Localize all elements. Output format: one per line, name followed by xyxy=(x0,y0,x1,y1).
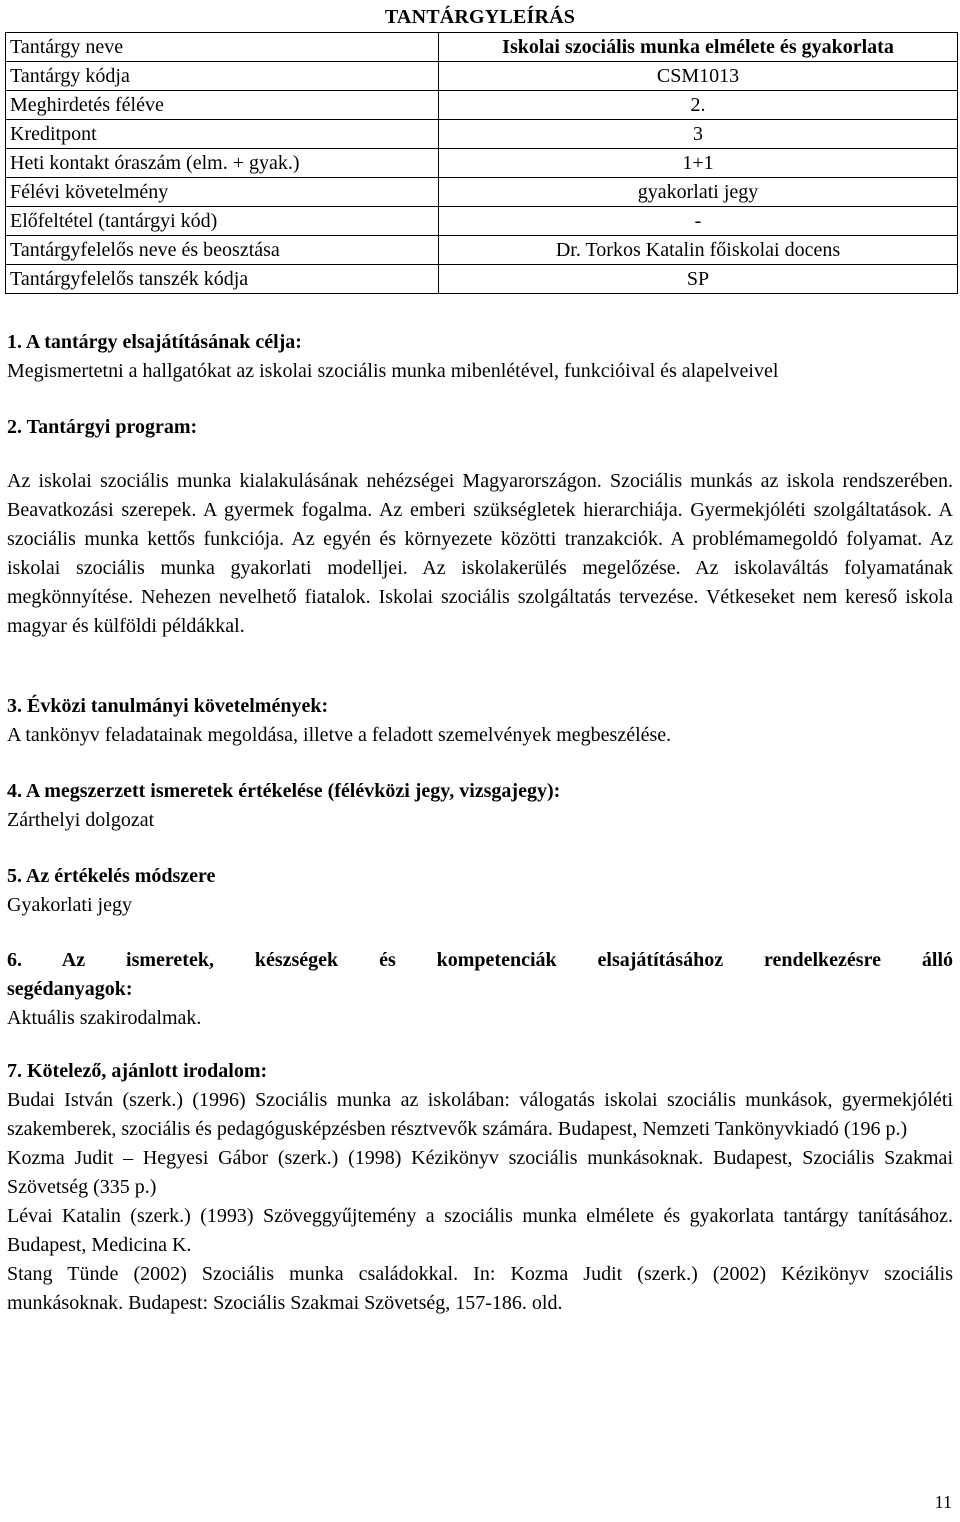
document-title: TANTÁRGYLEÍRÁS xyxy=(384,6,576,28)
reference-item: Kozma Judit – Hegyesi Gábor (szerk.) (1998) Kézikönyv szociális munkásoknak. Budapest, Szociális Szakmai Szövetség (335 p.) xyxy=(7,1147,953,1198)
section-1 xyxy=(7,328,953,386)
section-5 xyxy=(7,862,953,920)
table-row xyxy=(6,236,958,265)
table-row xyxy=(6,149,958,178)
course-info-table xyxy=(5,32,958,294)
row-value: Iskolai szociális munka elmélete és gyakorlata xyxy=(439,33,958,62)
section-heading: 7. Kötelező, ajánlott irodalom: xyxy=(7,1060,268,1082)
section-body: Aktuális szakirodalmak. xyxy=(7,1007,202,1029)
row-value: 1+1 xyxy=(439,149,958,178)
row-label: Heti kontakt óraszám (elm. + gyak.) xyxy=(6,149,439,178)
section-6 xyxy=(7,946,953,1033)
row-label: Tantárgy kódja xyxy=(6,62,439,91)
section-heading: 1. A tantárgy elsajátításának célja: xyxy=(7,331,302,353)
section-4 xyxy=(7,777,953,835)
section-body: Gyakorlati jegy xyxy=(7,894,132,916)
reference-item: Lévai Katalin (szerk.) (1993) Szöveggyűjtemény a szociális munka elmélete és gyakorlata tantárgy tanításához. Budapest, Medicina K. xyxy=(7,1205,953,1256)
reference-item: Budai István (szerk.) (1996) Szociális munka az iskolában: válogatás iskolai szociális munkások, gyermekjóléti szakemberek, szociális és pedagógusképzésben résztvevők számára. Budapest, Nemzeti Tankönyvkiadó (196 p.) xyxy=(7,1089,953,1140)
table-row xyxy=(6,91,958,120)
section-heading: 6. Az ismeretek, készségek és kompetenciák elsajátításához rendelkezésre álló xyxy=(7,949,953,971)
row-label: Meghirdetés féléve xyxy=(6,91,439,120)
row-value: - xyxy=(439,207,958,236)
row-value: 3 xyxy=(439,120,958,149)
section-body: Az iskolai szociális munka kialakulásának nehézségei Magyarországon. Szociális munkás az iskola rendszerében. Beavatkozási szerepek. A gyermek fogalma. Az emberi szükségletek hierarchiája. Gyermekjóléti szolgáltatások. A szociális munka kettős funkciója. Az egyén és környezete közötti tranzakciók. A problémamegoldó folyamat. Az iskolai szociális munka gyakorlati modelljei. Az iskolakerülés megelőzése. Az iskolaváltás folyamatának megkönnyítése. Nehezen nevelhető fiatalok. Iskolai szociális szolgáltatás tervezése. Vétkeseket nem kereső iskola magyar és külföldi példákkal. xyxy=(7,470,953,637)
row-value: Dr. Torkos Katalin főiskolai docens xyxy=(439,236,958,265)
row-value: SP xyxy=(439,265,958,294)
reference-item: Stang Tünde (2002) Szociális munka családokkal. In: Kozma Judit (szerk.) (2002) Kézikönyv szociális munkásoknak. Budapest: Szociális Szakmai Szövetség, 157-186. old. xyxy=(7,1263,953,1314)
row-label: Tantárgyfelelős neve és beosztása xyxy=(6,236,439,265)
row-label: Tantárgyfelelős tanszék kódja xyxy=(6,265,439,294)
section-body: A tankönyv feladatainak megoldása, illetve a feladott szemelvények megbeszélése. xyxy=(7,724,672,746)
row-value: CSM1013 xyxy=(439,62,958,91)
section-heading: 3. Évközi tanulmányi követelmények: xyxy=(7,695,329,717)
row-value: gyakorlati jegy xyxy=(439,178,958,207)
table-row xyxy=(6,265,958,294)
section-7 xyxy=(7,1057,953,1318)
row-label: Előfeltétel (tantárgyi kód) xyxy=(6,207,439,236)
row-value: 2. xyxy=(439,91,958,120)
section-heading: 4. A megszerzett ismeretek értékelése (félévközi jegy, vizsgajegy): xyxy=(7,780,561,802)
section-heading: 5. Az értékelés módszere xyxy=(7,865,216,887)
section-2 xyxy=(7,413,953,641)
row-label: Félévi követelmény xyxy=(6,178,439,207)
page-number: 11 xyxy=(934,1492,952,1512)
row-label: Tantárgy neve xyxy=(6,33,439,62)
section-body: Zárthelyi dolgozat xyxy=(7,809,155,831)
table-row xyxy=(6,207,958,236)
table-row xyxy=(6,33,958,62)
row-label: Kreditpont xyxy=(6,120,439,149)
table-row xyxy=(6,178,958,207)
section-3 xyxy=(7,692,953,750)
section-heading-continued: segédanyagok: xyxy=(7,978,133,1000)
section-body: Megismertetni a hallgatókat az iskolai szociális munka mibenlétével, funkcióival és alapelveivel xyxy=(7,360,779,382)
table-row xyxy=(6,120,958,149)
section-heading: 2. Tantárgyi program: xyxy=(7,416,198,438)
table-row xyxy=(6,62,958,91)
